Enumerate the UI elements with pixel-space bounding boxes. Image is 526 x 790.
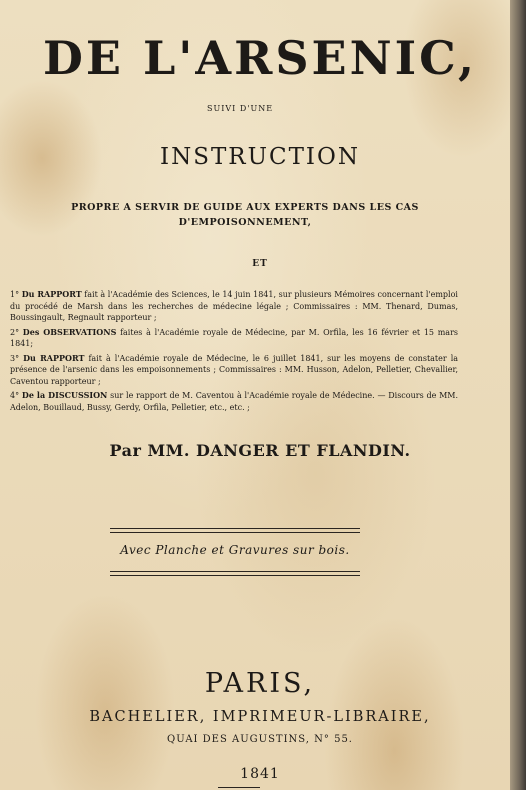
year-underline [218, 787, 260, 788]
contents-item [10, 289, 458, 324]
contents-list [10, 289, 458, 416]
printer-name: BACHELIER, IMPRIMEUR-LIBRAIRE, [89, 709, 431, 725]
double-rule-bottom [110, 571, 360, 576]
item-heading: Du RAPPORT [21, 289, 82, 299]
item-text: sur le rapport de M. Caventou à l'Académie royale de Médecine. — Discours de MM. Adelon, Bouillaud, Bussy, Gerdy, Orfila, Pelletier, etc., etc. ; [10, 391, 459, 412]
plates-note: Avec Planche et Gravures sur bois. [120, 543, 350, 557]
book-title: DE L'ARSENIC, [43, 31, 477, 85]
item-heading: De la DISCUSSION [21, 390, 108, 400]
item-number: 4° [10, 391, 20, 400]
contents-item [10, 353, 458, 388]
book-binding-edge [510, 0, 526, 790]
authors-line: Par MM. DANGER ET FLANDIN. [109, 441, 411, 460]
item-number: 3° [10, 353, 20, 363]
item-text: faites à l'Académie royale de Médecine, par M. Orfila, les 16 février et 15 mars 1841; [10, 327, 458, 348]
publication-year: 1841 [240, 766, 280, 782]
item-text: fait à l'Académie royale de Médecine, le 6 juillet 1841, sur les moyens de constater la présence de l'arsenic dans les empoisonnements ; Commissaires : MM. Husson, Adelon, Pelletier, Chevallier, Caventou rapporteur ; [10, 353, 459, 386]
suivi-line: SUIVI D'UNE [206, 104, 274, 113]
double-rule-top [110, 528, 360, 533]
item-number: 2° [10, 327, 20, 337]
publication-city: PARIS, [204, 668, 316, 699]
instruction-heading: INSTRUCTION [159, 144, 360, 170]
contents-item [10, 390, 458, 413]
contents-item [10, 327, 458, 350]
et-conjunction: ET [252, 259, 268, 269]
item-heading: Des OBSERVATIONS [22, 326, 117, 337]
item-number: 1° [10, 290, 20, 299]
subtitle: PROPRE A SERVIR DE GUIDE AUX EXPERTS DANS LES CAS D'EMPOISONNEMENT, [71, 202, 419, 228]
item-text: fait à l'Académie des Sciences, le 14 juin 1841, sur plusieurs Mémoires concernant l'emploi du procédé de Marsh dans les recherches de médecine légale ; Commissaires : MM. Thenard, Dumas, Boussingault, Regnault rapporteur ; [10, 290, 458, 322]
item-heading: Du RAPPORT [23, 352, 85, 363]
printer-address: QUAI DES AUGUSTINS, N° 55. [167, 734, 353, 745]
